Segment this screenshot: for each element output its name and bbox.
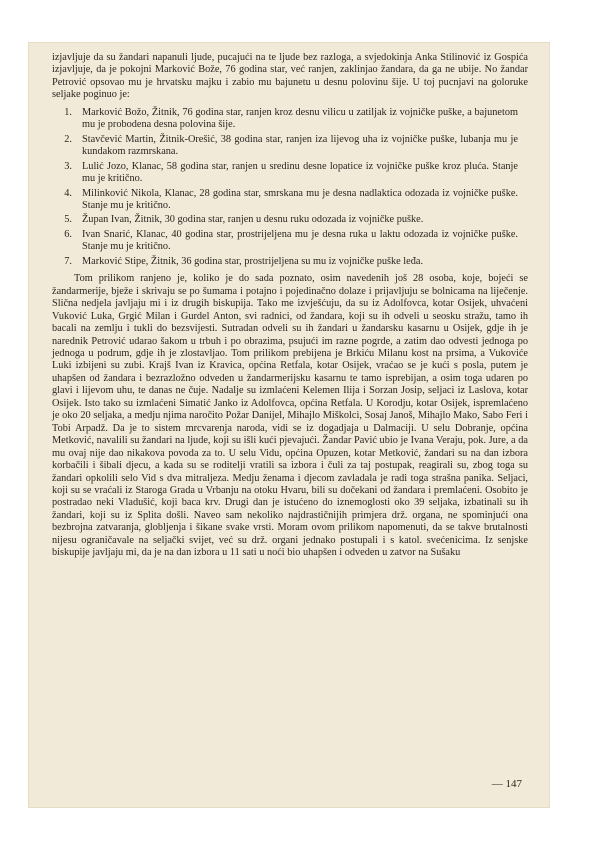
list-item-text: Marković Stipe, Žitnik, 36 godina star, prostrijeljena su mu iz vojničke puške leđa.	[82, 255, 424, 267]
victims-list	[52, 107, 528, 268]
list-item-number: 1.	[64, 106, 72, 118]
page-body	[52, 52, 528, 560]
list-item-number: 7.	[64, 255, 72, 267]
list-item-number: 2.	[64, 133, 72, 145]
list-item-text: Lulić Jozo, Klanac, 58 godina star, ranjen u sredinu desne lopatice iz vojničke puške kroz pluća. Stanje mu je kritično.	[82, 160, 518, 185]
list-item	[52, 161, 528, 186]
list-item-number: 4.	[64, 187, 72, 199]
list-item	[52, 107, 528, 132]
list-item	[52, 188, 528, 213]
list-item-text: Župan Ivan, Žitnik, 30 godina star, ranjen u desnu ruku odozada iz vojničke puške.	[82, 214, 424, 226]
paragraph-main: Tom prilikom ranjeno je, koliko je do sada poznato, osim navedenih još 28 osoba, koje, bojeći se žandarmerije, bježe i skrivaju se po šumama i potajno i pojedinačno dolaze i prijavljuju se bolnicama na liječenje. Slična nedjela javljaju mi i iz drugih biskupija. Tako me izvješćuju, da su iz Adolfovca, kotar Osijek, uhvaćeni Vuković Luka, Grgić Milan i Gurdel Anton, svi radnici, od žandara, koji su ih odveli u seosku stražu, tamo ih bacali na zemlju i tukli do bezsvijesti. Sutradan odveli su ih žandari u žandarsku kasarnu u Osijek, gdje ih je narednik Petrović udarao šakom u trbuh i po obrazima, psujući im razne pogrde, a zatim dao odvesti jednoga po jednoga u podrum, gdje ih je zlostavljao. Tom prilikom prebijena je Brkiću Milanu kost na prsima, a Vukoviće Luki izbijeni su zubi. Krajš Ivan iz Kravica, općina Retfala, kotar Osijek, vraćao se je kući s posla, putem je uhapšen od žandara i bezrazložno odveden u žandarmerijsku kasarnu te tamo isprebijan, a osim toga udaren po glavi i lijevom uhu, te danas ne čuje. Nadalje su izmlaćeni Kelemen Ilija i Sorzan Josip, seljaci iz Laslova, kotar Osijek. Isto tako su izmlaćeni Simatić Janko iz Adolfovca, općina Retfala. U Korodju, kotar Osijek, ispremlaćeno je oko 20 seljaka, a medju njima naročito Požar Danijel, Mihajlo Miškolci, Sosaj Janoš, Mihajlo Mako, Sabo Feri i Tobi Arpadž. Da je to sistem mrcvarenja naroda, vidi se iz dogadjaja u Dalmaciji. U selu Dobranje, općina Metković, navalili su žandari na ljude, koji su išli kući pjevajući. Žandar Pavić ubio je Ivana Veraju, pok. Jure, a da mu ovaj nije dao nikakova povoda za to. U selu Vidu, općina Opuzen, kotar Metković, žandari su na dan izbora korbačili i šibali djecu, a kada su se roditelji vratili sa izbora i čuli za taj postupak, reagirali su, zbog toga su žandari opkolili selo Vid s dva mitraljeza. Medju ženama i djecom zavladala je radi toga strašna panika. Seljaci, koji su se vraćali iz Staroga Grada u Vrbanju na otoku Hvaru, bili su dočekani od žandara i premlaćeni. Osobito je postradao neki Vladušić, koji baca krv. Drugi dan je istućeno do iznemoglosti oko 39 seljaka, izbatinali su ih žandari, koji su iz Splita došli. Naveo sam nekoliko najdrastičnijih primjera drž. organa, ne spominjući ona bezbrojna zatvaranja, globljenja i šikane svake vrsti. Moram ovom prilikom napomenuti, da se takve brutalnosti nijesu ograničavale na seljački svijet, već su drž. organi jednako postupali i s katol. svećenicima. Iz senjske biskupije javljaju mi, da je na dan izbora u 11 sati u noći bio uhapšen i odveden u zatvor na Sušaku	[52, 273, 528, 559]
list-item-number: 3.	[64, 160, 72, 172]
document-page	[28, 42, 550, 808]
list-item-text: Stavčević Martin, Žitnik-Orešić, 38 godina star, ranjen iza lijevog uha iz vojničke puške, lubanja mu je kundakom razmrskana.	[82, 133, 518, 158]
list-item	[52, 256, 528, 268]
list-item-number: 5.	[64, 214, 72, 226]
paragraph-intro: izjavljuje da su žandari napanuli ljude, pucajući na te ljude bez razloga, a svjedokinja Anka Stilinović iz Gospića izjavljuje, da je pokojni Marković Bože, 76 godina star, već ranjen, zaklinjao žandara, da ga ne ubije. No žandar Petrović opsovao mu je hrvatsku majku i zabio mu bajunetu u desnu polovinu šije. U toj pucnjavi na golorukе seljake poginuo je:	[52, 52, 528, 101]
list-item-text: Marković Božo, Žitnik, 76 godina star, ranjen kroz desnu vilicu u zatiljak iz vojničke puške, a bajunetom mu je probodena desna polovina šije.	[82, 106, 518, 131]
list-item-number: 6.	[64, 228, 72, 240]
list-item-text: Ivan Snarić, Klanac, 40 godina star, prostrijeljena mu je desna ruka u laktu odozada iz vojničke puške. Stanje mu je kritično.	[82, 228, 518, 253]
page-number: — 147	[491, 778, 522, 790]
list-item	[52, 134, 528, 159]
list-item	[52, 214, 528, 226]
list-item	[52, 229, 528, 254]
list-item-text: Milinković Nikola, Klanac, 28 godina star, smrskana mu je desna nadlaktica odozada iz vojničke puške. Stanje mu je kritično.	[82, 187, 518, 211]
